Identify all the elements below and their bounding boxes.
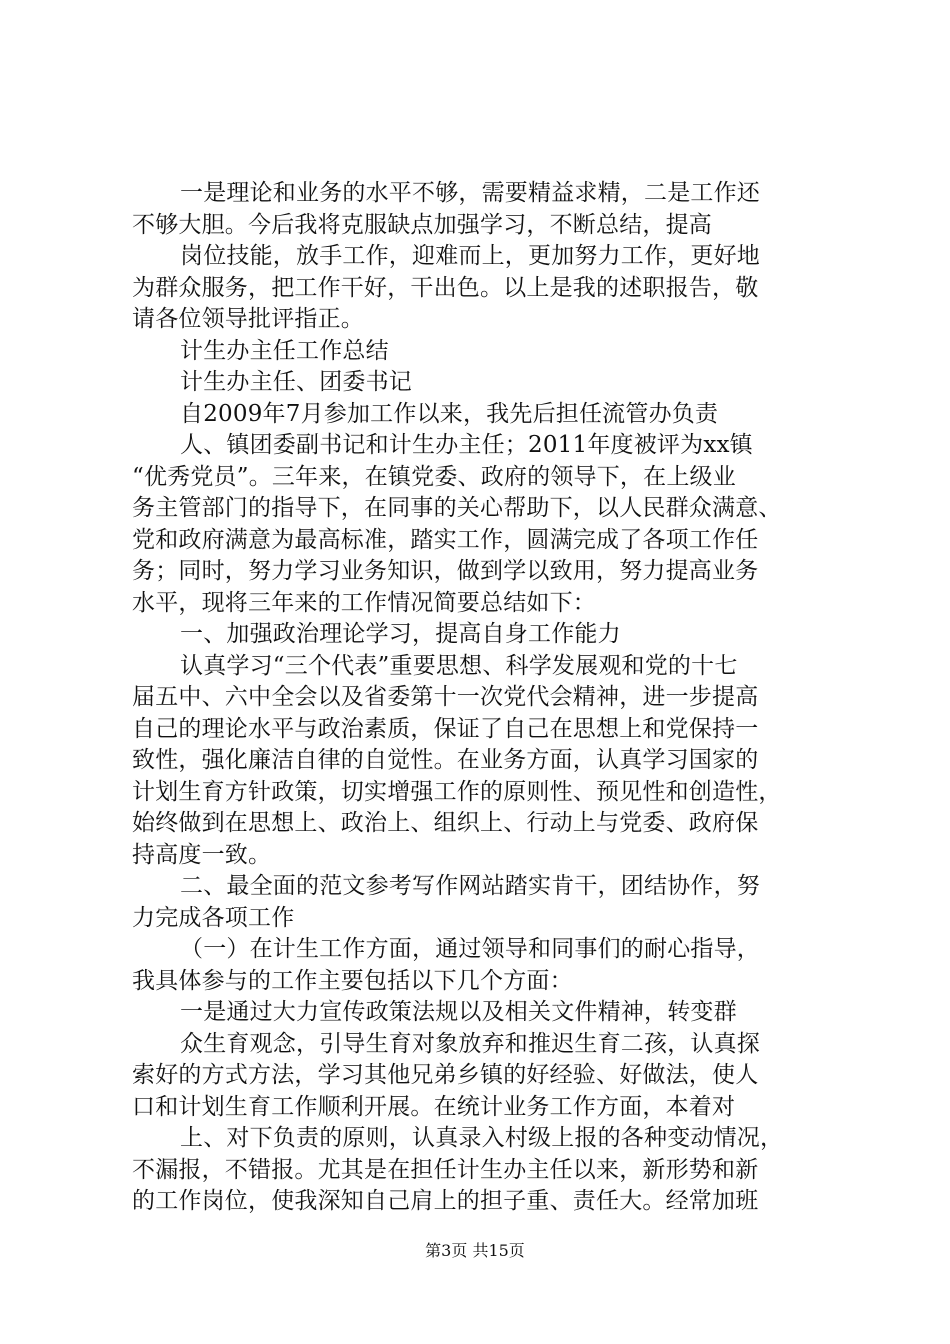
page-footer: 第3页 共15页 <box>425 1241 525 1260</box>
text-line: 务主管部门的指导下，在同事的关心帮助下，以人民群众满意、 <box>132 495 782 521</box>
text-line: （一）在计生工作方面，通过领导和同事们的耐心指导， <box>180 936 760 962</box>
text-line: 党和政府满意为最高标准，踏实工作，圆满完成了各项工作任 <box>132 526 759 553</box>
text-line: 众生育观念，引导生育对象放弃和推迟生育二孩，认真探 <box>180 1030 760 1057</box>
text-line: 届五中、六中全会以及省委第十一次党代会精神，进一步提高 <box>132 684 759 710</box>
text-line: 索好的方式方法，学习其他兄弟乡镇的好经验、好做法，使人 <box>132 1062 759 1088</box>
text-line: 一是通过大力宣传政策法规以及相关文件精神，转变群 <box>180 999 737 1025</box>
text-line: 岗位技能，放手工作，迎难而上，更加努力工作，更好地 <box>180 243 760 269</box>
text-line: 自己的理论水平与政治素质，保证了自己在思想上和党保持一 <box>132 715 759 742</box>
text-line: 不漏报，不错报。尤其是在担任计生办主任以来，新形势和新 <box>132 1156 759 1183</box>
text-line: 我具体参与的工作主要包括以下几个方面： <box>132 967 573 994</box>
text-line: 水平，现将三年来的工作情况简要总结如下： <box>132 589 596 616</box>
text-line: 始终做到在思想上、政治上、组织上、行动上与党委、政府保 <box>132 810 759 836</box>
document-body <box>132 178 832 1218</box>
text-line: 口和计划生育工作顺利开展。在统计业务工作方面，本着对 <box>132 1093 736 1120</box>
text-line: 计生办主任工作总结 <box>180 337 389 364</box>
text-line: 力完成各项工作 <box>132 904 295 931</box>
text-line: 请各位领导批评指正。 <box>132 306 364 332</box>
text-line: 上、对下负责的原则，认真录入村级上报的各种变动情况， <box>180 1125 784 1151</box>
text-line: 人、镇团委副书记和计生办主任；2011年度被评为xx镇 <box>180 432 753 458</box>
text-line: 计生办主任、团委书记 <box>180 369 412 395</box>
text-line: 为群众服务，把工作干好，干出色。以上是我的述职报告，敬 <box>132 274 759 301</box>
text-line: 务；同时，努力学习业务知识，做到学以致用，努力提高业务 <box>132 558 759 584</box>
text-line: 的工作岗位，使我深知自己肩上的担子重、责任大。经常加班 <box>132 1188 759 1214</box>
text-line: 自2009年7月参加工作以来，我先后担任流管办负责 <box>180 400 719 427</box>
text-line: 一是理论和业务的水平不够，需要精益求精，二是工作还 <box>180 180 760 206</box>
text-line: 不够大胆。今后我将克服缺点加强学习，不断总结，提高 <box>132 211 712 238</box>
text-line: 一、加强政治理论学习，提高自身工作能力 <box>180 621 621 647</box>
text-line: 持高度一致。 <box>132 841 272 868</box>
text-line: 计划生育方针政策，切实增强工作的原则性、预见性和创造性， <box>132 778 782 805</box>
text-line: 认真学习“三个代表”重要思想、科学发展观和党的十七 <box>180 652 738 679</box>
text-line: 致性，强化廉洁自律的自觉性。在业务方面，认真学习国家的 <box>132 747 759 773</box>
text-line: “优秀党员”。三年来，在镇党委、政府的领导下，在上级业 <box>132 463 736 490</box>
text-line: 二、最全面的范文参考写作网站踏实肯干，团结协作，努 <box>180 873 760 899</box>
